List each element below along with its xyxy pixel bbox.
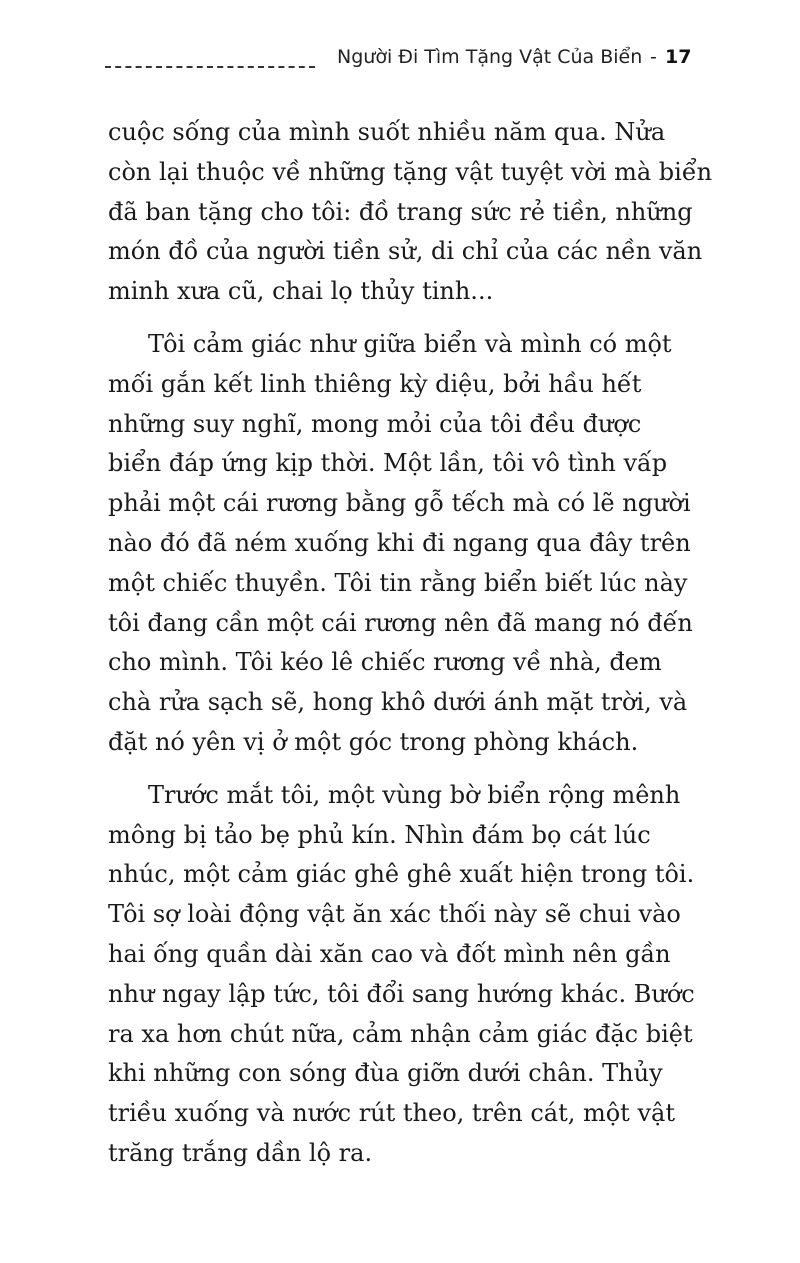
text-line: phải một cái rương bằng gỗ tếch mà có lẽ người <box>108 489 691 518</box>
text-line: nào đó đã ném xuống khi đi ngang qua đây trên <box>108 528 691 557</box>
header-separator: - <box>650 46 657 68</box>
text-line: cho mình. Tôi kéo lê chiếc rương về nhà, đem <box>108 648 662 677</box>
text-line: cuộc sống của mình suốt nhiều năm qua. Nửa <box>108 118 666 146</box>
text-line: Tôi sợ loài động vật ăn xác thối này sẽ chui vào <box>108 900 681 929</box>
text-line: tôi đang cần một cái rương nên đã mang nó đến <box>108 608 693 637</box>
running-title: Người Đi Tìm Tặng Vật Của Biển <box>337 46 643 68</box>
text-line: triều xuống và nước rút theo, trên cát, một vật <box>108 1099 675 1128</box>
text-line: khi những con sóng đùa giỡn dưới chân. Thủy <box>108 1059 663 1088</box>
running-header <box>105 46 692 76</box>
text-line: những suy nghĩ, mong mỏi của tôi đều được <box>108 409 642 438</box>
text-line: hai ống quần dài xăn cao và đốt mình nên gần <box>108 939 671 968</box>
paragraph-2 <box>108 325 693 763</box>
text-line: đặt nó yên vị ở một góc trong phòng khách. <box>108 727 639 756</box>
text-line: biển đáp ứng kịp thời. Một lần, tôi vô tình vấp <box>108 449 668 478</box>
page-number: 17 <box>665 46 692 68</box>
text-line: Tôi cảm giác như giữa biển và mình có một <box>148 329 672 358</box>
text-line: mông bị tảo bẹ phủ kín. Nhìn đám bọ cát lúc <box>108 820 651 849</box>
paragraph-1 <box>108 113 713 312</box>
text-line: minh xưa cũ, chai lọ thủy tinh... <box>108 277 494 306</box>
body-text <box>108 113 713 1174</box>
text-line: một chiếc thuyền. Tôi tin rằng biển biết lúc này <box>108 568 688 597</box>
text-line: Trước mắt tôi, một vùng bờ biển rộng mênh <box>148 780 681 809</box>
text-line: như ngay lập tức, tôi đổi sang hướng khác. Bước <box>108 979 695 1008</box>
header-dashed-rule <box>105 66 315 68</box>
text-line: nhúc, một cảm giác ghê ghê xuất hiện trong tôi. <box>108 860 695 889</box>
text-line: còn lại thuộc về những tặng vật tuyệt vời mà biển <box>108 157 713 186</box>
text-line: chà rửa sạch sẽ, hong khô dưới ánh mặt trời, và <box>108 688 688 717</box>
text-line: đã ban tặng cho tôi: đồ trang sức rẻ tiền, những <box>108 197 693 226</box>
text-line: mối gắn kết linh thiêng kỳ diệu, bởi hầu hết <box>108 369 642 398</box>
text-line: ra xa hơn chút nữa, cảm nhận cảm giác đặc biệt <box>108 1019 693 1048</box>
text-line: món đồ của người tiền sử, di chỉ của các nền văn <box>108 237 703 266</box>
text-line: trăng trắng dần lộ ra. <box>108 1138 373 1167</box>
paragraph-3 <box>108 776 693 1174</box>
